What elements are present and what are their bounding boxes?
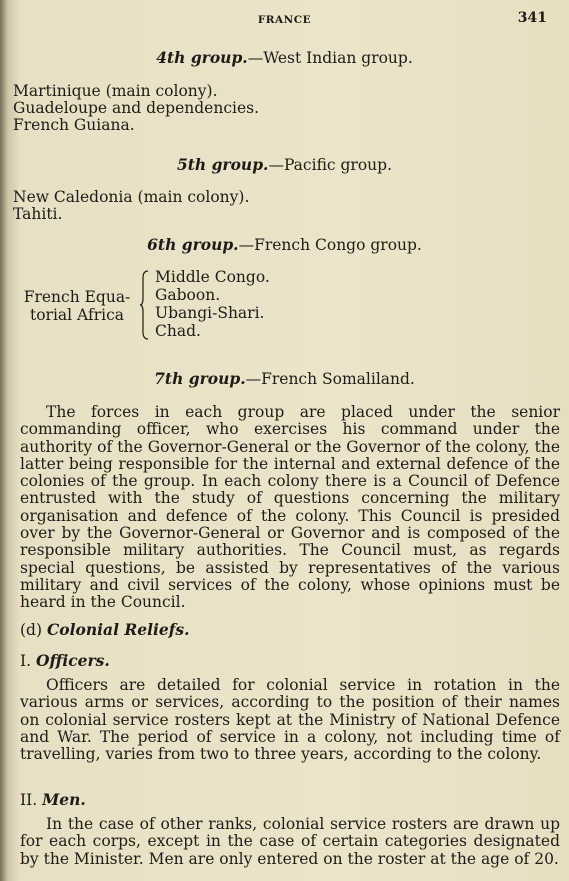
group-5-line-1: New Caledonia (main colony). [13, 188, 250, 206]
section-d-title: Colonial Reliefs. [46, 620, 190, 639]
fea-item-3: Ubangi-Shari. [155, 304, 265, 322]
officers-paragraph [20, 677, 560, 763]
group-6-title: —French Congo group. [238, 236, 422, 254]
group-4-label: 4th group. [156, 48, 248, 67]
group-4-title: —West Indian group. [247, 49, 413, 67]
fea-item-4: Chad. [155, 322, 201, 340]
group-5-heading [0, 155, 569, 174]
french-congo-list [155, 268, 270, 340]
fea-item-2: Gaboon. [155, 286, 221, 304]
group-4-line-1: Martinique (main colony). [13, 82, 218, 100]
page-number: 341 [517, 10, 547, 26]
french-equatorial-africa-label [18, 288, 136, 324]
group-4-line-2: Guadeloupe and dependencies. [13, 99, 260, 117]
group-6-heading [0, 235, 569, 254]
group-6-label: 6th group. [147, 235, 239, 254]
fea-item-1: Middle Congo. [155, 268, 270, 286]
section-officers-title: Officers. [36, 651, 110, 670]
men-paragraph-text: In the case of other ranks, colonial service rosters are drawn up for each corps, except in the case of certain categories designated by the Minister. Men are only entered on the roster at the age of 20. [20, 815, 560, 868]
forces-paragraph [20, 404, 560, 612]
group-4-line-3: French Guiana. [13, 116, 135, 134]
group-5-label: 5th group. [176, 155, 269, 174]
group-4-heading [0, 48, 569, 67]
brace-icon [140, 270, 150, 340]
section-men-title: Men. [42, 790, 86, 809]
section-officers-heading [20, 651, 110, 670]
group-5-line-2: Tahiti. [13, 205, 63, 223]
officers-paragraph-text: Officers are detailed for colonial service in rotation in the various arms or services, according to the position of their names on colonial service rosters kept at the Ministry of National Defence and War. The period of service in a colony, not including time of travelling, varies from two to three years, according to the colony. [20, 676, 560, 764]
fea-label-line-1: French Equa- [23, 288, 131, 306]
group-7-title: —French Somaliland. [245, 370, 415, 388]
men-paragraph [20, 816, 560, 868]
fea-label-line-2: torial Africa [30, 306, 124, 324]
section-d-label: (d) [20, 621, 43, 639]
running-head: FRANCE [257, 14, 312, 26]
section-men-label: II. [20, 791, 38, 809]
group-7-label: 7th group. [154, 369, 246, 388]
section-d-heading [20, 620, 190, 639]
section-officers-label: I. [20, 652, 32, 670]
section-men-heading [20, 790, 86, 809]
forces-paragraph-text: The forces in each group are placed under the senior commanding officer, who exercises his command under the authority of the Governor-General or the Governor of the colony, the latter being responsible for the internal and external defence of the colonies of the group. In each colony there is a Council of Defence entrusted with the study of questions concerning the military organisation and defence of the colony. This Council is presided over by the Governor-General or Governor and is composed of the responsible military authorities. The Council must, as regards special questions, be assisted by representatives of the various military and civil services of the colony, whose opinions must be heard in the Council. [20, 403, 560, 612]
group-7-heading [0, 369, 569, 388]
group-5-title: —Pacific group. [268, 156, 393, 174]
